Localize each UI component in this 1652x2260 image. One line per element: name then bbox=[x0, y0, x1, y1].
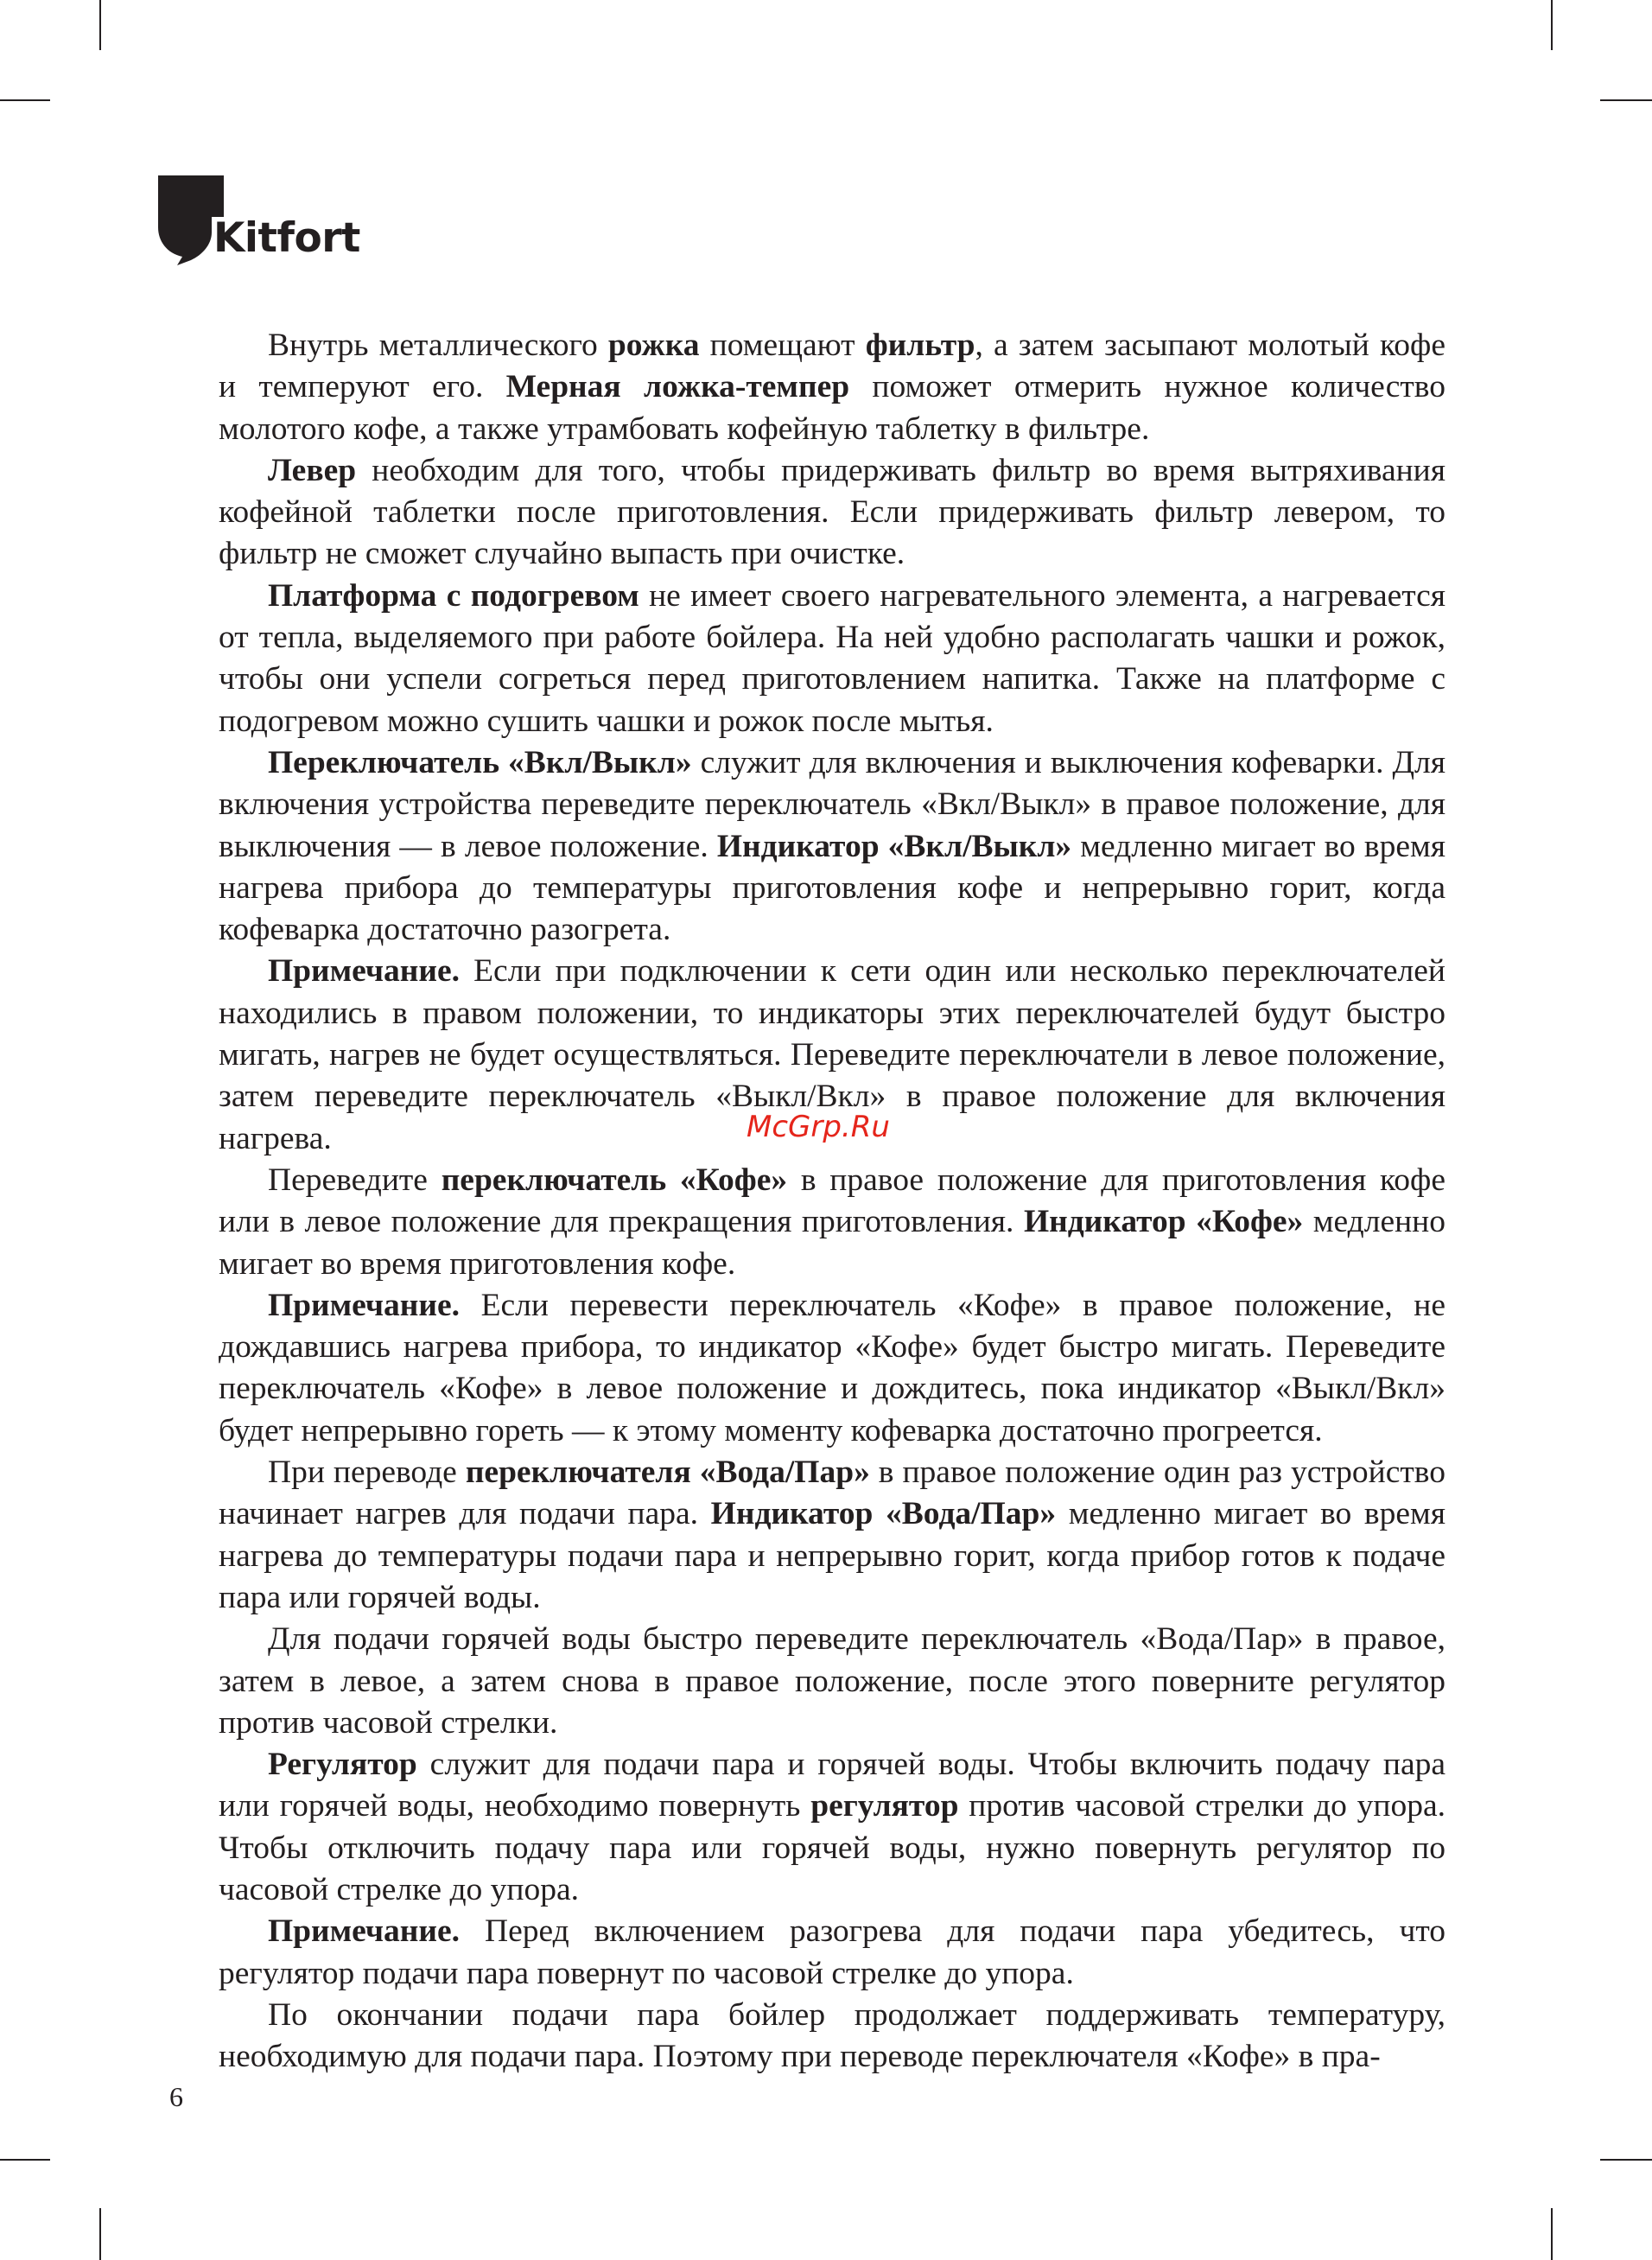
bold-term: Индикатор «Вода/Пар» bbox=[710, 1496, 1057, 1532]
text-run: служит для включения и выключения кофеварки. Для включения устройства переведите переключатель «Вкл/Выкл» в правое положение, для выключения — в левое положение. bbox=[219, 744, 1446, 864]
text-run: Перед включением разогрева для подачи пара убедитесь, что регулятор подачи пара повернут по часовой стрелке до упора. bbox=[219, 1913, 1446, 1991]
bold-term: Примечание. bbox=[268, 1913, 461, 1950]
text-run: медленно мигает во время приготовления кофе. bbox=[219, 1204, 1446, 1282]
paragraph bbox=[219, 742, 1446, 951]
crop-mark-bottom-left bbox=[99, 2208, 101, 2260]
crop-mark-right-bottom bbox=[1600, 2159, 1652, 2161]
bold-term: Примечание. bbox=[268, 1287, 461, 1323]
paragraph bbox=[219, 1160, 1446, 1285]
paragraph bbox=[219, 450, 1446, 576]
text-run: Если при подключении к сети один или несколько переключателей находились в правом положении, то индикаторы этих переключателей будут быстро мигать, нагрев не будет осуществляться. Переведите переключатели в левое положение, затем переведите переключатель «Выкл/Вкл» в правое положение для включения нагрева. bbox=[219, 953, 1446, 1156]
bold-term: Переключатель «Вкл/Выкл» bbox=[268, 744, 692, 780]
crop-mark-top-right bbox=[1551, 0, 1553, 50]
bold-term: рожка bbox=[607, 328, 700, 363]
paragraph bbox=[219, 1285, 1446, 1452]
text-run: По окончании подачи пара бойлер продолжает поддерживать температуру, необходимую для подачи пара. Поэтому при переводе переключателя «Кофе» в пра- bbox=[219, 1996, 1446, 2075]
crop-mark-right-top bbox=[1600, 99, 1652, 101]
bold-term: переключателя «Вода/Пар» bbox=[465, 1455, 870, 1491]
paragraph bbox=[219, 325, 1446, 450]
text-run: поможет отмерить нужное количество молотого кофе, а также утрамбовать кофейную таблетку в фильтре. bbox=[219, 369, 1446, 447]
paragraph bbox=[219, 1995, 1446, 2079]
crop-mark-top-left bbox=[99, 0, 101, 50]
text-run: в правое положение один раз устройство начинает нагрев для подачи пара. bbox=[219, 1455, 1446, 1532]
bold-term: Индикатор «Кофе» bbox=[1023, 1204, 1304, 1240]
paragraph bbox=[219, 1744, 1446, 1911]
bold-term: Индикатор «Вкл/Выкл» bbox=[716, 828, 1072, 864]
text-run: медленно мигает во время нагрева до температуры подачи пара и непрерывно горит, когда прибор готов к подаче пара или горячей воды. bbox=[219, 1496, 1446, 1615]
bold-term: фильтр bbox=[865, 328, 975, 363]
paragraph bbox=[219, 1452, 1446, 1619]
bold-term: Платформа с подогревом bbox=[268, 577, 639, 614]
text-run: Если перевести переключатель «Кофе» в правое положение, не дождавшись нагрева прибора, то индикатор «Кофе» будет быстро мигать. Переведите переключатель «Кофе» в левое положение и дождитесь, пока индикатор «Выкл/Вкл» будет непрерывно гореть — к этому моменту кофеварка достаточно прогреется. bbox=[219, 1287, 1446, 1448]
text-run: , а затем засыпают молотый кофе и темперуют его. bbox=[219, 328, 1446, 405]
text-run: необходим для того, чтобы придерживать фильтр во время вытряхивания кофейной таблетки после приготовления. Если придерживать фильтр левером, то фильтр не сможет случайно выпасть при очистке. bbox=[219, 452, 1446, 572]
crop-mark-bottom-right bbox=[1551, 2208, 1553, 2260]
document-body bbox=[219, 325, 1446, 2078]
watermark: McGrp.Ru bbox=[747, 1110, 890, 1144]
text-run: против часовой стрелки до упора. Чтобы отключить подачу пара или горячей воды, нужно повернуть регулятор по часовой стрелке до упора. bbox=[219, 1788, 1446, 1907]
crop-mark-left-top bbox=[0, 99, 50, 101]
bold-term: Левер bbox=[268, 452, 357, 488]
page-number: 6 bbox=[169, 2081, 183, 2112]
paragraph bbox=[219, 576, 1446, 742]
bold-term: Регулятор bbox=[268, 1747, 417, 1783]
text-run: Для подачи горячей воды быстро переведите переключатель «Вода/Пар» в правое, затем в левое, а затем снова в правое положение, после этого поверните регулятор против часовой стрелки. bbox=[219, 1621, 1446, 1741]
brand-logo-text: Kitfort bbox=[213, 214, 360, 262]
text-run: не имеет своего нагревательного элемента, а нагревается от тепла, выделяемого при работе бойлера. На ней удобно располагать чашки и рожок, чтобы они успели согреться перед приготовлением напитка. Также на платформе с подогревом можно сушить чашки и рожок после мытья. bbox=[219, 577, 1446, 739]
bold-term: переключатель «Кофе» bbox=[441, 1162, 788, 1198]
text-run: служит для подачи пара и горячей воды. Чтобы включить подачу пара или горячей воды, необходимо повернуть bbox=[219, 1747, 1446, 1824]
text-run: в правое положение для приготовления кофе или в левое положение для прекращения приготовления. bbox=[219, 1162, 1446, 1240]
paragraph bbox=[219, 1911, 1446, 1995]
text-run: При переводе bbox=[268, 1455, 466, 1491]
bold-term: Мерная ложка-темпер bbox=[505, 369, 850, 405]
text-run: Переведите bbox=[268, 1162, 442, 1198]
crop-mark-left-bottom bbox=[0, 2159, 50, 2161]
bold-term: регулятор bbox=[810, 1788, 959, 1824]
bold-term: Примечание. bbox=[268, 953, 461, 990]
text-run: Внутрь металлического bbox=[268, 328, 608, 363]
text-run: медленно мигает во время нагрева прибора до температуры приготовления кофе и непрерывно горит, когда кофеварка достаточно разогрета. bbox=[219, 828, 1446, 948]
paragraph bbox=[219, 1619, 1446, 1744]
text-run: помещают bbox=[699, 328, 866, 363]
